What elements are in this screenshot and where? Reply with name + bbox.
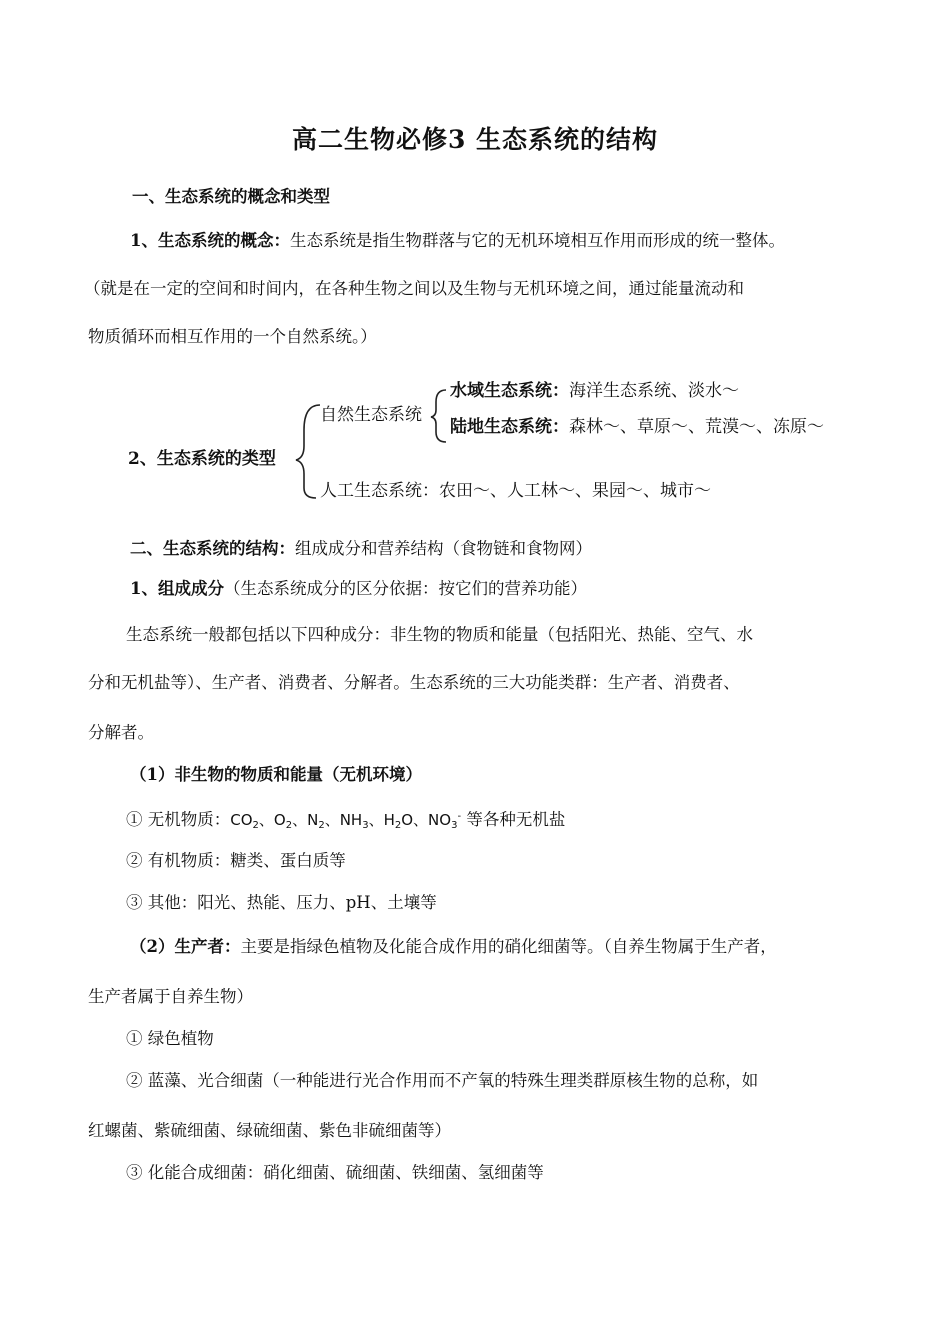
page-title: 高二生物必修3 生态系统的结构 (291, 125, 659, 154)
producer-item-3: ③ 化能合成细菌：硝化细菌、硫细菌、铁细菌、氢细菌等 (126, 1163, 544, 1182)
natural-ecosystem: 自然生态系统 (320, 405, 422, 425)
water-ecosystem (450, 380, 739, 402)
producer-item-1: ① 绿色植物 (126, 1029, 214, 1048)
section-2-title: 二、生态系统的结构： (130, 539, 295, 558)
diagram-root: 2、生态系统的类型 (128, 449, 276, 469)
section-2-heading (130, 538, 870, 560)
section-1-heading: 一、生态系统的概念和类型 (132, 187, 330, 206)
para-line-3: 分解者。 (88, 723, 154, 742)
organic-line: ② 有机物质：糖类、蛋白质等 (126, 851, 346, 870)
concept-note-1: （就是在一定的空间和时间内，在各种生物之间以及生物与无机环境之间，通过能量流动和 (84, 279, 744, 298)
land-ecosystem (450, 416, 824, 438)
water-items: 海洋生态系统、淡水～ (569, 381, 739, 401)
concept-line (130, 230, 870, 252)
producer-label: （2）生产者： (130, 937, 241, 956)
artificial-items: 农田～、人工林～、果园～、城市～ (439, 481, 711, 501)
inorganic-prefix: ① 无机物质： (126, 810, 231, 829)
section-2-subtitle: 组成成分和营养结构（食物链和食物网） (295, 539, 592, 558)
other-line: ③ 其他：阳光、热能、压力、pH、土壤等 (126, 893, 437, 912)
para-line-1: 生态系统一般都包括以下四种成分：非生物的物质和能量（包括阳光、热能、空气、水 (126, 625, 753, 644)
concept-text: 生态系统是指生物群落与它的无机环境相互作用而形成的统一整体。 (289, 231, 785, 250)
ecosystem-type-diagram (120, 370, 900, 510)
components-note: （生态系统成分的区分依据：按它们的营养功能） (223, 579, 587, 598)
producer-item-2: ② 蓝藻、光合细菌（一种能进行光合作用而不产氧的特殊生理类群原核生物的总称，如 (126, 1071, 759, 1090)
components-heading (130, 578, 870, 600)
producer-text: 主要是指绿色植物及化能合成作用的硝化细菌等。（自养生物属于生产者， (240, 937, 777, 956)
artificial-ecosystem (320, 480, 711, 502)
water-label: 水域生态系统： (450, 381, 569, 401)
inorganic-suffix: 等各种无机盐 (461, 810, 566, 829)
producer-line (130, 936, 870, 958)
land-label: 陆地生态系统： (450, 417, 569, 437)
producer-line-2: 生产者属于自养生物） (88, 987, 253, 1006)
concept-note-2: 物质循环而相互作用的一个自然系统。） (88, 327, 377, 346)
inorganic-line (126, 806, 870, 837)
concept-label: 1、生态系统的概念： (130, 231, 290, 250)
para-line-2: 分和无机盐等）、生产者、消费者、分解者。生态系统的三大功能类群：生产者、消费者、 (88, 673, 740, 692)
producer-item-2-cont: 红螺菌、紫硫细菌、绿硫细菌、紫色非硫细菌等） (88, 1121, 451, 1140)
artificial-label: 人工生态系统： (320, 481, 439, 501)
land-items: 森林～、草原～、荒漠～、冻原～ (569, 417, 824, 437)
components-label: 1、组成成分 (130, 579, 224, 598)
inorganic-formulas: $CO_2$、$O_2$、$N_2$、$NH_3$、$H_2O$、$NO_3^-$ (230, 811, 462, 831)
abiotic-heading: （1）非生物的物质和能量（无机环境） (130, 765, 422, 784)
